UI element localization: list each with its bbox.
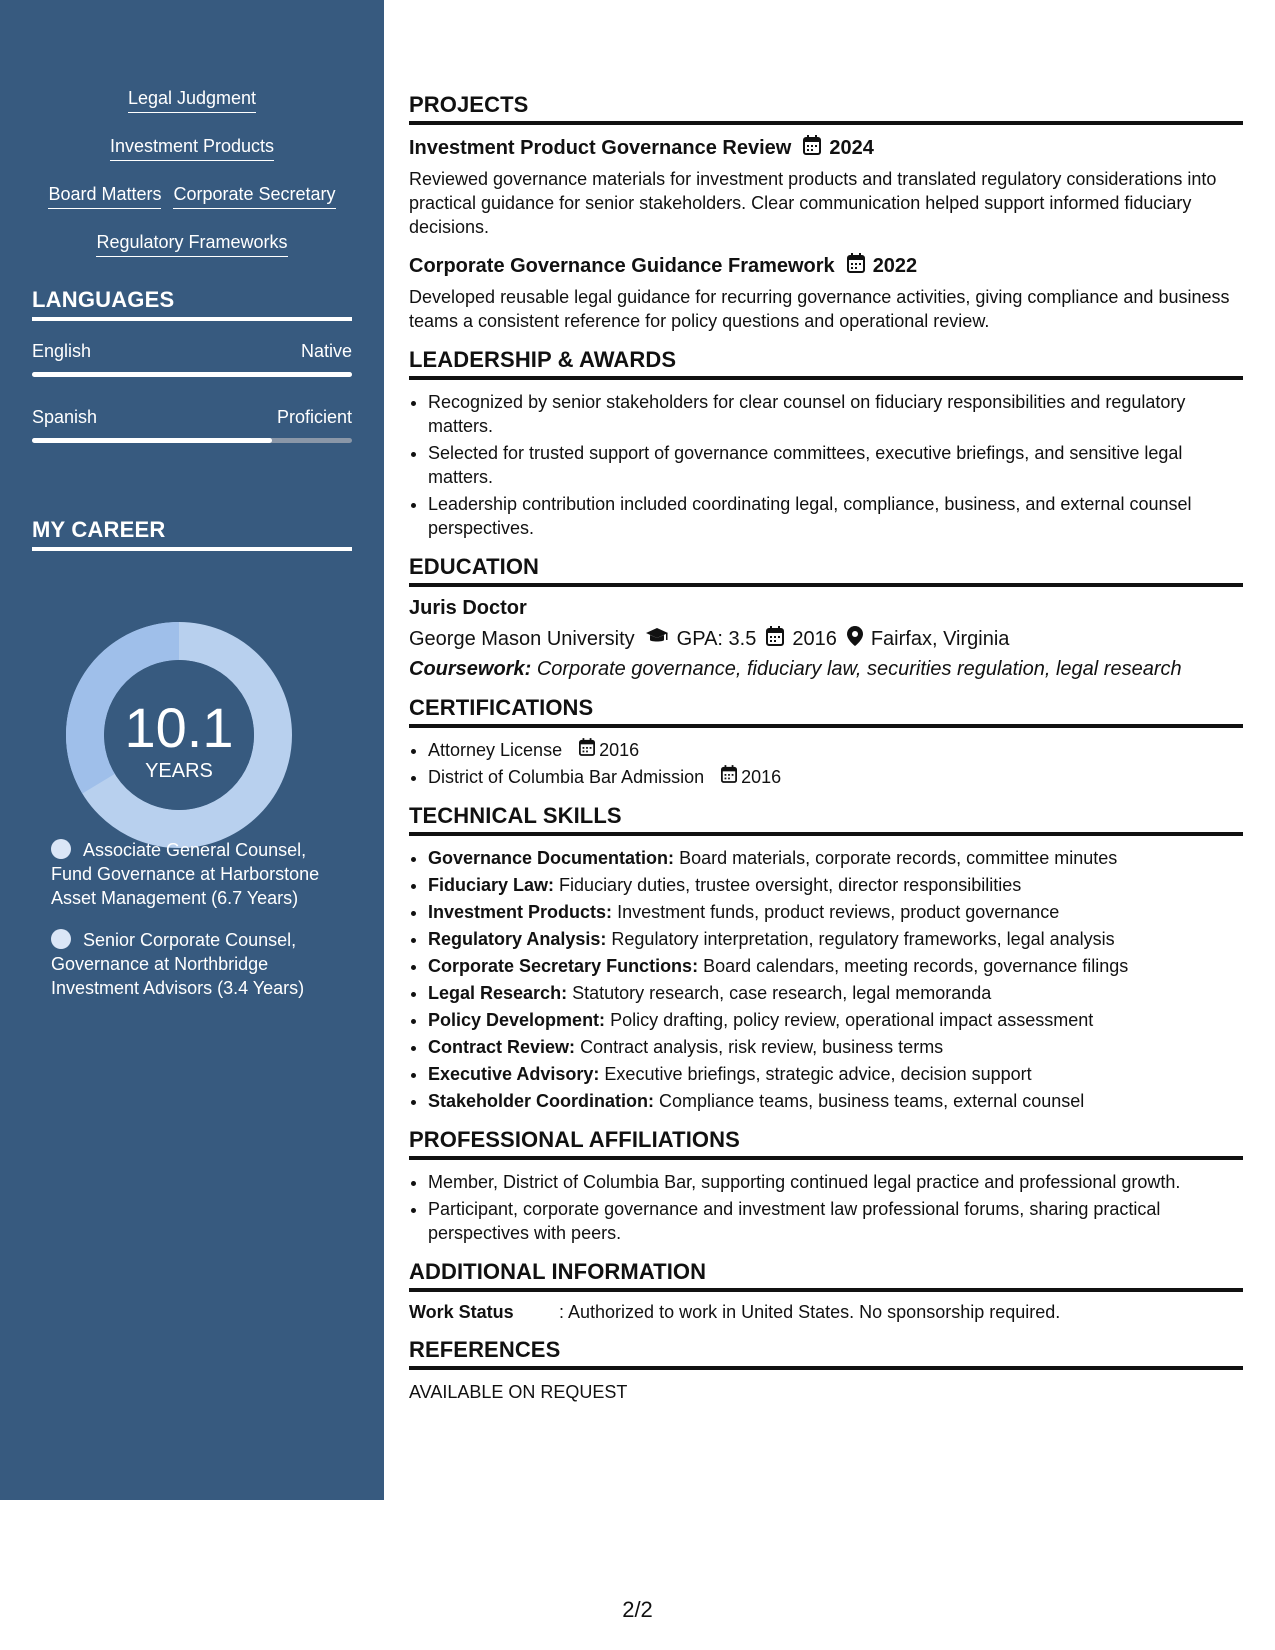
- list-item: • Participant, corporate governance and investment law professional forums, sharing practical perspectives with peers.: [428, 1197, 1243, 1245]
- project-year: 2022: [872, 254, 918, 277]
- skill-details: Contract analysis, risk review, business terms: [580, 1037, 944, 1057]
- skill-category: Stakeholder Coordination:: [428, 1091, 655, 1111]
- page-number: 2/2: [622, 1597, 653, 1622]
- work-status: [409, 1302, 1243, 1323]
- skill-tags: [32, 86, 352, 278]
- degree: Juris Doctor: [409, 597, 527, 619]
- skill-tag-row: [32, 134, 352, 161]
- language-bar-fill: [32, 372, 352, 377]
- leadership-list: [409, 390, 1243, 540]
- work-status-label: Work Status: [409, 1302, 514, 1322]
- skill-category: Regulatory Analysis:: [428, 929, 607, 949]
- leadership-section: [409, 347, 1243, 540]
- career-donut: [66, 622, 292, 848]
- skill-item: [428, 1089, 1243, 1113]
- language-level: Proficient: [276, 407, 352, 427]
- calendar-icon: [847, 253, 865, 279]
- section-heading: ADDITIONAL INFORMATION: [409, 1259, 1243, 1292]
- education-section: [409, 554, 1243, 681]
- coursework-label: Coursework:: [409, 658, 532, 680]
- career-item-text: Senior Corporate Counsel, Governance at Northbridge Investment Advisors (3.4 Years): [51, 930, 305, 998]
- gpa: GPA: 3.5: [676, 627, 757, 650]
- technical-skills-section: [409, 803, 1243, 1113]
- language-level: Native: [300, 341, 352, 361]
- skill-category: Governance Documentation:: [428, 848, 675, 868]
- education-details: [409, 626, 1243, 652]
- language-name: Spanish: [32, 407, 98, 427]
- project-description: Reviewed governance materials for investment products and translated regulatory considerations into practical guidance for senior stakeholders. Clear communication helped support informed fiduciary decisions.: [409, 169, 1217, 237]
- list-item: [428, 738, 1243, 762]
- skill-details: Regulatory interpretation, regulatory frameworks, legal analysis: [611, 929, 1115, 949]
- skill-category: Contract Review:: [428, 1037, 576, 1057]
- skill-category: Fiduciary Law:: [428, 875, 555, 895]
- list-item: • Leadership contribution included coordinating legal, compliance, business, and external counsel perspectives.: [428, 492, 1243, 540]
- graduation-cap-icon: [645, 627, 669, 651]
- skill-details: Board calendars, meeting records, governance filings: [703, 956, 1129, 976]
- cert-name: District of Columbia Bar Admission: [428, 767, 705, 787]
- project-name: Investment Product Governance Review: [409, 136, 792, 159]
- skill-tag-row: [32, 182, 352, 209]
- coursework-text: Corporate governance, fiduciary law, securities regulation, legal research: [536, 658, 1182, 680]
- location-pin-icon: [847, 626, 863, 652]
- section-heading: PROJECTS: [409, 92, 1243, 125]
- career-item: [51, 838, 336, 910]
- skill-category: Legal Research:: [428, 983, 568, 1003]
- sidebar: [0, 0, 384, 1500]
- certifications-list: [409, 738, 1243, 789]
- references-text: AVAILABLE ON REQUEST: [409, 1382, 628, 1402]
- calendar-icon: [803, 135, 821, 161]
- skill-item: [428, 1035, 1243, 1059]
- language-bar: [32, 438, 352, 443]
- skill-item: [428, 873, 1243, 897]
- skill-category: Policy Development:: [428, 1010, 606, 1030]
- certifications-section: [409, 695, 1243, 789]
- project-title: [409, 135, 1243, 161]
- skill-details: Executive briefings, strategic advice, decision support: [604, 1064, 1032, 1084]
- projects-section: [409, 92, 1243, 333]
- skill-details: Policy drafting, policy review, operational impact assessment: [610, 1010, 1094, 1030]
- skill-details: Statutory research, case research, legal memoranda: [572, 983, 992, 1003]
- career-heading: MY CAREER: [32, 517, 352, 551]
- list-item: [428, 765, 1243, 789]
- affiliations-list: [409, 1170, 1243, 1245]
- school-name: George Mason University: [409, 627, 635, 650]
- skill-tag[interactable]: Investment Products: [110, 134, 274, 161]
- language-spanish: [32, 407, 352, 443]
- section-heading: PROFESSIONAL AFFILIATIONS: [409, 1127, 1243, 1160]
- project-name: Corporate Governance Guidance Framework: [409, 254, 835, 277]
- career-years-unit: YEARS: [145, 760, 213, 782]
- career-list: [51, 838, 336, 1018]
- calendar-icon: [721, 765, 737, 789]
- bullet-dot-icon: [51, 839, 71, 859]
- career-years-value: 10.1: [124, 696, 234, 759]
- skill-item: [428, 1008, 1243, 1032]
- list-item: • Member, District of Columbia Bar, supporting continued legal practice and professional growth.: [428, 1170, 1243, 1194]
- skill-category: Executive Advisory:: [428, 1064, 600, 1084]
- coursework: [409, 658, 1243, 681]
- skill-item: [428, 954, 1243, 978]
- work-status-value: : Authorized to work in United States. No sponsorship required.: [559, 1302, 1061, 1322]
- language-bar: [32, 372, 352, 377]
- languages-heading: LANGUAGES: [32, 287, 352, 321]
- school-location: Fairfax, Virginia: [870, 627, 1010, 650]
- technical-skills-list: [409, 846, 1243, 1113]
- cert-name: Attorney License: [428, 740, 563, 760]
- skill-category: Corporate Secretary Functions:: [428, 956, 699, 976]
- project-description: Developed reusable legal guidance for recurring governance activities, giving compliance and business teams a consistent reference for policy questions and operational review.: [409, 287, 1230, 331]
- career-item-text: Associate General Counsel, Fund Governance at Harborstone Asset Management (6.7 Years): [51, 840, 320, 908]
- calendar-icon: [579, 738, 595, 762]
- bullet-dot-icon: [51, 929, 71, 949]
- career-item: [51, 928, 336, 1000]
- calendar-icon: [766, 626, 784, 652]
- affiliations-section: [409, 1127, 1243, 1245]
- references-section: [409, 1337, 1243, 1404]
- skill-tag[interactable]: Board Matters: [48, 182, 161, 209]
- project-title: [409, 253, 1243, 279]
- language-name: English: [32, 341, 92, 361]
- additional-info-section: [409, 1259, 1243, 1323]
- skill-item: [428, 900, 1243, 924]
- cert-year: 2016: [599, 740, 640, 760]
- skill-tag[interactable]: Legal Judgment: [128, 86, 256, 113]
- language-english: [32, 341, 352, 377]
- skill-tag-row: [32, 230, 352, 257]
- section-heading: REFERENCES: [409, 1337, 1243, 1370]
- cert-year: 2016: [741, 767, 782, 787]
- section-heading: LEADERSHIP & AWARDS: [409, 347, 1243, 380]
- skill-item: [428, 927, 1243, 951]
- skill-details: Fiduciary duties, trustee oversight, director responsibilities: [559, 875, 1022, 895]
- skill-details: Investment funds, product reviews, product governance: [617, 902, 1060, 922]
- section-heading: EDUCATION: [409, 554, 1243, 587]
- skill-item: [428, 1062, 1243, 1086]
- skill-tag[interactable]: Corporate Secretary: [173, 182, 335, 209]
- main-content: [409, 92, 1243, 1418]
- skill-tag-row: [32, 86, 352, 113]
- language-bar-fill: [32, 438, 272, 443]
- skill-category: Investment Products:: [428, 902, 613, 922]
- skill-details: Compliance teams, business teams, external counsel: [659, 1091, 1085, 1111]
- list-item: • Recognized by senior stakeholders for clear counsel on fiduciary responsibilities and regulatory matters.: [428, 390, 1243, 438]
- skill-details: Board materials, corporate records, committee minutes: [679, 848, 1118, 868]
- graduation-year: 2016: [792, 627, 837, 650]
- list-item: • Selected for trusted support of governance committees, executive briefings, and sensitive legal matters.: [428, 441, 1243, 489]
- skill-item: [428, 981, 1243, 1005]
- section-heading: CERTIFICATIONS: [409, 695, 1243, 728]
- skill-tag[interactable]: Regulatory Frameworks: [96, 230, 287, 257]
- project-year: 2024: [829, 136, 874, 159]
- section-heading: TECHNICAL SKILLS: [409, 803, 1243, 836]
- skill-item: [428, 846, 1243, 870]
